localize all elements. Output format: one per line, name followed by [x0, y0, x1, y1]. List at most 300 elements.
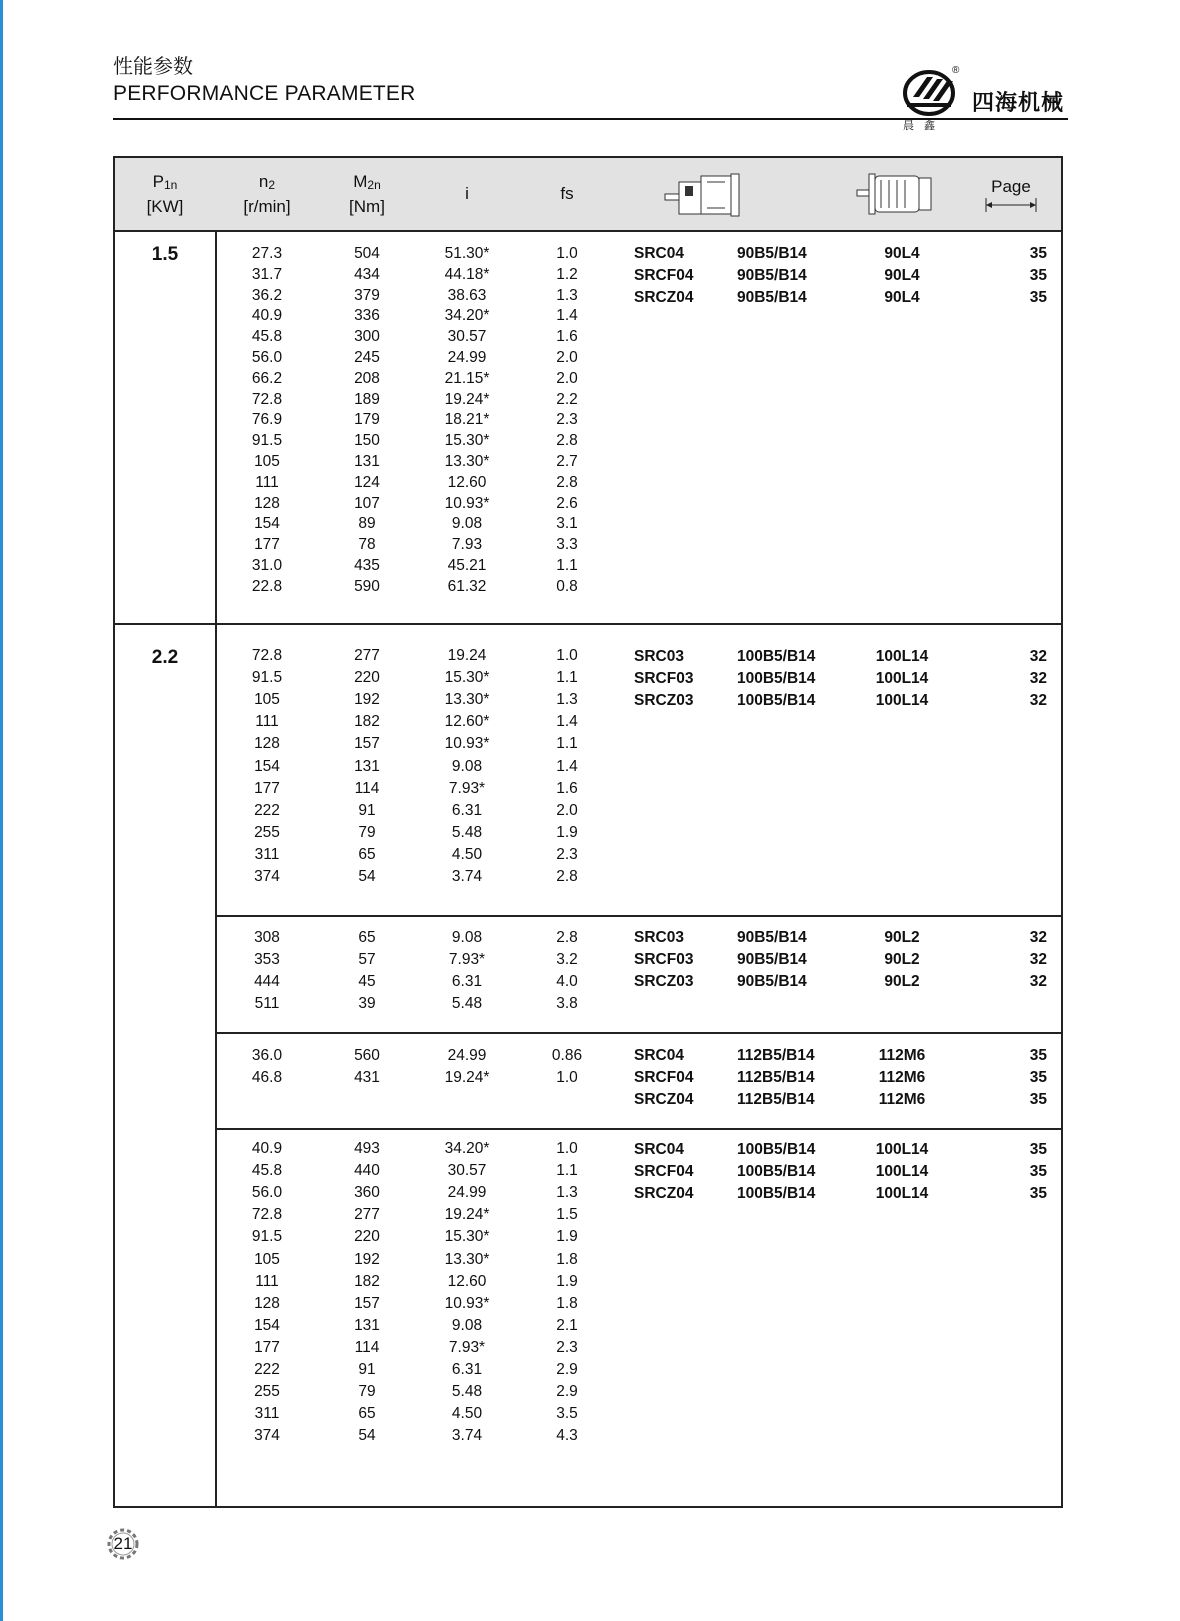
motor-type: 90L2	[884, 929, 920, 946]
m2n-value: 300	[354, 328, 380, 346]
motor-type: 90L4	[884, 289, 920, 306]
flange-code: 112B5/B14	[737, 1069, 815, 1086]
m2n-value: 493	[354, 1140, 380, 1157]
m2n-value: 277	[354, 647, 380, 664]
ratio-value: 45.21	[447, 557, 487, 574]
page-number-badge	[105, 1526, 141, 1562]
table-row	[217, 758, 1061, 780]
group-divider	[217, 1128, 1061, 1130]
table-row	[217, 578, 1061, 600]
ratio-value: 5.48	[451, 1383, 483, 1401]
n2-value: 91.5	[251, 432, 283, 450]
motor-type: 100L14	[875, 1163, 929, 1180]
fs-value: 1.4	[556, 307, 578, 325]
flange-code: 100B5/B14	[737, 692, 816, 709]
table-row	[217, 1295, 1061, 1317]
ratio-value: 13.30*	[444, 1250, 490, 1268]
fs-value: 1.4	[556, 713, 578, 731]
m2n-value: 192	[354, 691, 380, 709]
n2-value: 311	[254, 845, 280, 863]
reducer-model: SRCF04	[634, 267, 694, 284]
fs-value: 2.7	[556, 453, 578, 470]
reducer-model: SRCF04	[634, 1163, 694, 1180]
header-page: Page	[961, 158, 1061, 230]
table-row	[217, 391, 1061, 413]
fs-value: 2.8	[556, 868, 578, 885]
n2-value: 31.0	[251, 557, 283, 574]
table-row	[217, 1228, 1061, 1250]
m2n-value: 434	[354, 265, 380, 283]
ratio-value: 7.93*	[448, 1338, 486, 1356]
fs-value: 2.1	[556, 1316, 578, 1334]
fs-value: 2.3	[556, 411, 578, 429]
fs-value: 1.9	[556, 1272, 578, 1290]
n2-value: 105	[254, 691, 280, 709]
table-row	[217, 735, 1061, 757]
m2n-value: 45	[358, 973, 376, 990]
m2n-value: 57	[358, 951, 376, 968]
m2n-value: 114	[354, 1338, 380, 1356]
ratio-value: 51.30*	[444, 245, 490, 262]
ratio-value: 4.50	[451, 1405, 483, 1423]
n2-value: 308	[254, 929, 280, 946]
n2-value: 40.9	[251, 307, 283, 325]
fs-value: 1.5	[556, 1206, 578, 1224]
page-number: 21	[113, 1534, 133, 1553]
m2n-value: 440	[354, 1162, 380, 1180]
m2n-value: 435	[354, 557, 380, 574]
n2-value: 45.8	[251, 1162, 283, 1180]
flange-code: 90B5/B14	[737, 289, 807, 306]
ratio-value: 10.93*	[444, 494, 490, 512]
table-row	[217, 1251, 1061, 1273]
fs-value: 0.8	[556, 577, 578, 595]
motor-type: 112M6	[878, 1069, 926, 1086]
reducer-model: SRCF04	[634, 1069, 694, 1086]
reducer-model: SRCZ03	[634, 692, 694, 709]
m2n-value: 65	[358, 929, 376, 946]
header-m2n: $M_{2n}$ [Nm]	[349, 171, 385, 216]
m2n-value: 79	[358, 823, 376, 841]
ratio-value: 24.99	[447, 349, 487, 366]
fs-value: 2.6	[556, 494, 578, 512]
m2n-value: 360	[354, 1184, 380, 1202]
table-row	[217, 1206, 1061, 1228]
page-ref: 32	[1029, 648, 1047, 665]
n2-value: 72.8	[251, 647, 283, 664]
flange-code: 100B5/B14	[737, 670, 816, 687]
n2-value: 91.5	[251, 669, 283, 687]
brand-logo-icon	[903, 67, 959, 117]
flange-code: 100B5/B14	[737, 1163, 816, 1180]
fs-value: 1.1	[556, 669, 578, 687]
m2n-value: 182	[354, 713, 380, 731]
table-row	[217, 1361, 1061, 1383]
ratio-value: 18.21*	[444, 411, 490, 429]
page-ref: 35	[1029, 1091, 1047, 1108]
page-ref: 35	[1029, 1163, 1047, 1180]
power-value: 2.2	[151, 647, 179, 668]
fs-value: 1.4	[556, 757, 578, 775]
page-ref: 35	[1029, 267, 1047, 284]
m2n-value: 124	[354, 473, 380, 491]
page-edge-accent	[0, 0, 3, 1621]
n2-value: 154	[254, 757, 280, 775]
table-row	[217, 713, 1061, 735]
n2-value: 76.9	[251, 411, 283, 429]
n2-value: 40.9	[251, 1140, 283, 1157]
fs-value: 1.0	[556, 647, 578, 664]
n2-value: 111	[255, 713, 279, 731]
table-row	[217, 995, 1061, 1017]
page-ref: 35	[1029, 289, 1047, 306]
flange-code: 100B5/B14	[737, 1185, 816, 1202]
m2n-value: 179	[354, 411, 380, 429]
header-fs: fs	[560, 184, 574, 203]
n2-value: 105	[254, 1250, 280, 1268]
n2-value: 56.0	[251, 1184, 283, 1202]
m2n-value: 590	[354, 577, 380, 595]
m2n-value: 192	[354, 1250, 380, 1268]
fs-value: 3.1	[556, 515, 578, 533]
registered-mark: ®	[952, 65, 960, 76]
reducer-model: SRCF03	[634, 951, 694, 968]
page-ref: 32	[1029, 929, 1047, 946]
m2n-value: 54	[358, 868, 376, 885]
fs-value: 1.0	[556, 245, 578, 262]
ratio-value: 24.99	[447, 1184, 487, 1202]
n2-value: 374	[254, 1427, 280, 1445]
ratio-value: 19.24	[447, 647, 487, 664]
m2n-value: 65	[358, 845, 376, 863]
ratio-value: 19.24*	[444, 390, 490, 408]
table-row	[217, 328, 1061, 350]
fs-value: 1.1	[556, 1162, 578, 1180]
ratio-value: 44.18*	[444, 265, 490, 283]
fs-value: 3.2	[556, 951, 578, 968]
m2n-value: 336	[354, 307, 380, 325]
ratio-value: 24.99	[447, 1047, 487, 1064]
m2n-value: 379	[354, 286, 380, 304]
brand-subname: 晨鑫	[903, 120, 945, 132]
ratio-value: 4.50	[451, 845, 483, 863]
n2-value: 72.8	[251, 390, 283, 408]
fs-value: 2.0	[556, 801, 578, 819]
table-row	[217, 370, 1061, 392]
ratio-value: 5.48	[451, 823, 483, 841]
ratio-value: 6.31	[451, 973, 483, 990]
m2n-value: 560	[354, 1047, 380, 1064]
n2-value: 154	[254, 515, 280, 533]
motor-type: 100L14	[875, 648, 929, 665]
motor-type: 100L14	[875, 1185, 929, 1202]
fs-value: 3.8	[556, 995, 578, 1012]
fs-value: 1.0	[556, 1069, 578, 1086]
ratio-value: 19.24*	[444, 1206, 490, 1224]
motor-type: 90L2	[884, 973, 920, 990]
n2-value: 22.8	[251, 577, 283, 595]
motor-icon	[855, 170, 935, 218]
m2n-value: 189	[354, 390, 380, 408]
n2-value: 27.3	[251, 245, 283, 262]
m2n-value: 89	[358, 515, 376, 533]
reducer-model: SRC03	[634, 648, 684, 665]
fs-value: 1.3	[556, 691, 578, 709]
motor-type: 112M6	[878, 1091, 926, 1108]
width-arrow-icon	[984, 198, 1038, 212]
page-ref: 32	[1029, 670, 1047, 687]
ratio-value: 15.30*	[444, 669, 490, 687]
m2n-value: 131	[354, 1316, 380, 1334]
gear-reducer-icon	[663, 172, 743, 218]
ratio-value: 12.60*	[444, 713, 490, 731]
ratio-value: 34.20*	[444, 307, 490, 325]
m2n-value: 131	[354, 453, 380, 470]
page-ref: 32	[1029, 692, 1047, 709]
brand-name: 四海机械	[972, 90, 1065, 115]
m2n-value: 114	[354, 779, 380, 797]
fs-value: 1.8	[556, 1294, 578, 1312]
ratio-value: 3.74	[451, 868, 483, 885]
n2-value: 311	[254, 1405, 280, 1423]
ratio-value: 9.08	[451, 757, 483, 775]
group-divider	[217, 1032, 1061, 1034]
reducer-model: SRCZ04	[634, 1185, 694, 1202]
page-ref: 35	[1029, 1069, 1047, 1086]
page-ref: 35	[1029, 1047, 1047, 1064]
reducer-model: SRC04	[634, 1141, 684, 1158]
n2-value: 255	[254, 1383, 280, 1401]
page-ref: 32	[1029, 951, 1047, 968]
m2n-value: 182	[354, 1272, 380, 1290]
flange-code: 100B5/B14	[737, 648, 816, 665]
ratio-value: 5.48	[451, 995, 483, 1012]
flange-code: 90B5/B14	[737, 973, 807, 990]
fs-value: 3.5	[556, 1405, 578, 1423]
m2n-value: 65	[358, 1405, 376, 1423]
fs-value: 2.9	[556, 1361, 578, 1378]
n2-value: 222	[254, 801, 280, 819]
fs-value: 1.3	[556, 1184, 578, 1202]
n2-value: 511	[254, 995, 280, 1012]
n2-value: 128	[254, 735, 280, 753]
m2n-value: 79	[358, 1383, 376, 1401]
ratio-value: 30.57	[447, 328, 487, 346]
motor-type: 100L14	[875, 1141, 929, 1158]
flange-code: 90B5/B14	[737, 951, 807, 968]
ratio-value: 7.93*	[448, 951, 486, 968]
fs-value: 2.3	[556, 845, 578, 863]
ratio-value: 10.93*	[444, 1294, 490, 1312]
group-divider	[217, 915, 1061, 917]
header-ratio: i	[465, 184, 469, 203]
fs-value: 1.6	[556, 779, 578, 797]
fs-value: 1.8	[556, 1250, 578, 1268]
table-row	[217, 780, 1061, 802]
n2-value: 154	[254, 1316, 280, 1334]
m2n-value: 245	[354, 349, 380, 366]
fs-value: 1.1	[556, 557, 578, 574]
flange-code: 90B5/B14	[737, 267, 807, 284]
m2n-value: 157	[354, 735, 380, 753]
page-title-en: PERFORMANCE PARAMETER	[113, 82, 416, 105]
n2-value: 45.8	[251, 328, 283, 346]
m2n-value: 220	[354, 1228, 380, 1246]
table-row	[217, 474, 1061, 496]
m2n-value: 431	[354, 1069, 380, 1086]
fs-value: 2.0	[556, 349, 578, 366]
table-row	[217, 824, 1061, 846]
ratio-value: 38.63	[447, 286, 487, 304]
reducer-model: SRC04	[634, 1047, 684, 1064]
reducer-model: SRCZ04	[634, 289, 694, 306]
table-row	[217, 1383, 1061, 1405]
table-row	[217, 557, 1061, 579]
table-row	[217, 515, 1061, 537]
flange-code: 112B5/B14	[737, 1047, 815, 1064]
ratio-value: 19.24*	[444, 1069, 490, 1086]
m2n-value: 131	[354, 757, 380, 775]
n2-value: 72.8	[251, 1206, 283, 1224]
fs-value: 0.86	[551, 1047, 583, 1064]
m2n-value: 150	[354, 432, 380, 450]
n2-value: 36.0	[251, 1047, 283, 1064]
ratio-value: 10.93*	[444, 735, 490, 753]
fs-value: 1.1	[556, 735, 578, 753]
fs-value: 1.3	[556, 286, 578, 304]
table-row	[217, 1427, 1061, 1449]
table-header	[115, 158, 1061, 232]
m2n-value: 54	[358, 1427, 376, 1445]
fs-value: 3.3	[556, 536, 578, 554]
m2n-value: 220	[354, 669, 380, 687]
ratio-value: 13.30*	[444, 453, 490, 470]
m2n-value: 107	[354, 494, 380, 512]
reducer-model: SRCF03	[634, 670, 694, 687]
fs-value: 1.2	[556, 265, 578, 283]
reducer-model: SRC04	[634, 245, 684, 262]
header-p1n: $P_{1n}$ [KW]	[146, 171, 184, 216]
table-row	[217, 307, 1061, 329]
fs-value: 1.0	[556, 1140, 578, 1157]
n2-value: 36.2	[251, 286, 283, 304]
reducer-model: SRC03	[634, 929, 684, 946]
ratio-value: 21.15*	[444, 369, 490, 387]
n2-value: 444	[254, 973, 280, 990]
fs-value: 4.3	[556, 1427, 578, 1445]
ratio-value: 13.30*	[444, 691, 490, 709]
m2n-value: 39	[358, 995, 376, 1012]
fs-value: 2.8	[556, 929, 578, 946]
reducer-model: SRCZ04	[634, 1091, 694, 1108]
group-divider	[115, 623, 1061, 625]
ratio-value: 12.60	[447, 473, 487, 491]
motor-type: 100L14	[875, 692, 929, 709]
n2-value: 177	[254, 1338, 280, 1356]
n2-value: 111	[255, 1272, 279, 1290]
n2-value: 66.2	[251, 369, 283, 387]
m2n-value: 277	[354, 1206, 380, 1224]
ratio-value: 61.32	[447, 577, 487, 595]
n2-value: 128	[254, 1294, 280, 1312]
m2n-value: 91	[358, 801, 376, 819]
ratio-value: 7.93	[451, 536, 483, 554]
motor-type: 90L4	[884, 245, 920, 262]
fs-value: 4.0	[556, 973, 578, 990]
m2n-value: 504	[354, 245, 380, 262]
n2-value: 31.7	[251, 265, 283, 283]
table-row	[217, 1339, 1061, 1361]
page-ref: 35	[1029, 245, 1047, 262]
n2-value: 255	[254, 823, 280, 841]
page-ref: 35	[1029, 1185, 1047, 1202]
ratio-value: 12.60	[447, 1272, 487, 1290]
fs-value: 1.9	[556, 823, 578, 841]
flange-code: 112B5/B14	[737, 1091, 815, 1108]
n2-value: 105	[254, 453, 280, 470]
motor-type: 90L2	[884, 951, 920, 968]
table-row	[217, 453, 1061, 475]
n2-value: 111	[255, 473, 279, 491]
table-row	[217, 432, 1061, 454]
fs-value: 2.2	[556, 390, 578, 408]
n2-value: 374	[254, 868, 280, 885]
ratio-value: 15.30*	[444, 1228, 490, 1246]
n2-value: 46.8	[251, 1069, 283, 1086]
flange-code: 90B5/B14	[737, 245, 807, 262]
table-row	[217, 1405, 1061, 1427]
m2n-value: 208	[354, 369, 380, 387]
table-row	[217, 846, 1061, 868]
n2-value: 91.5	[251, 1228, 283, 1246]
motor-type: 100L14	[875, 670, 929, 687]
motor-type: 90L4	[884, 267, 920, 284]
flange-code: 90B5/B14	[737, 929, 807, 946]
table-row	[217, 868, 1061, 890]
ratio-value: 15.30*	[444, 432, 490, 450]
m2n-value: 91	[358, 1361, 376, 1378]
table-row	[217, 802, 1061, 824]
fs-value: 2.8	[556, 432, 578, 450]
n2-value: 177	[254, 536, 280, 554]
ratio-value: 9.08	[451, 1316, 483, 1334]
ratio-value: 34.20*	[444, 1140, 490, 1157]
header-n2: $n_2$ [r/min]	[243, 171, 291, 216]
ratio-value: 7.93*	[448, 779, 486, 797]
table-row	[217, 1273, 1061, 1295]
power-value: 1.5	[151, 244, 179, 265]
fs-value: 1.9	[556, 1228, 578, 1246]
ratio-value: 6.31	[451, 1361, 483, 1378]
m2n-value: 157	[354, 1294, 380, 1312]
table-row	[217, 349, 1061, 371]
ratio-value: 3.74	[451, 1427, 483, 1445]
fs-value: 2.0	[556, 369, 578, 387]
table-row	[217, 1317, 1061, 1339]
table-row	[217, 495, 1061, 517]
fs-value: 1.6	[556, 328, 578, 346]
n2-value: 353	[254, 951, 280, 968]
table-row	[217, 411, 1061, 433]
n2-value: 128	[254, 494, 280, 512]
fs-value: 2.8	[556, 473, 578, 491]
table-row	[217, 536, 1061, 558]
ratio-value: 9.08	[451, 929, 483, 946]
page-title-cn: 性能参数	[113, 56, 193, 78]
n2-value: 222	[254, 1361, 280, 1378]
page-ref: 32	[1029, 973, 1047, 990]
ratio-value: 30.57	[447, 1162, 487, 1180]
